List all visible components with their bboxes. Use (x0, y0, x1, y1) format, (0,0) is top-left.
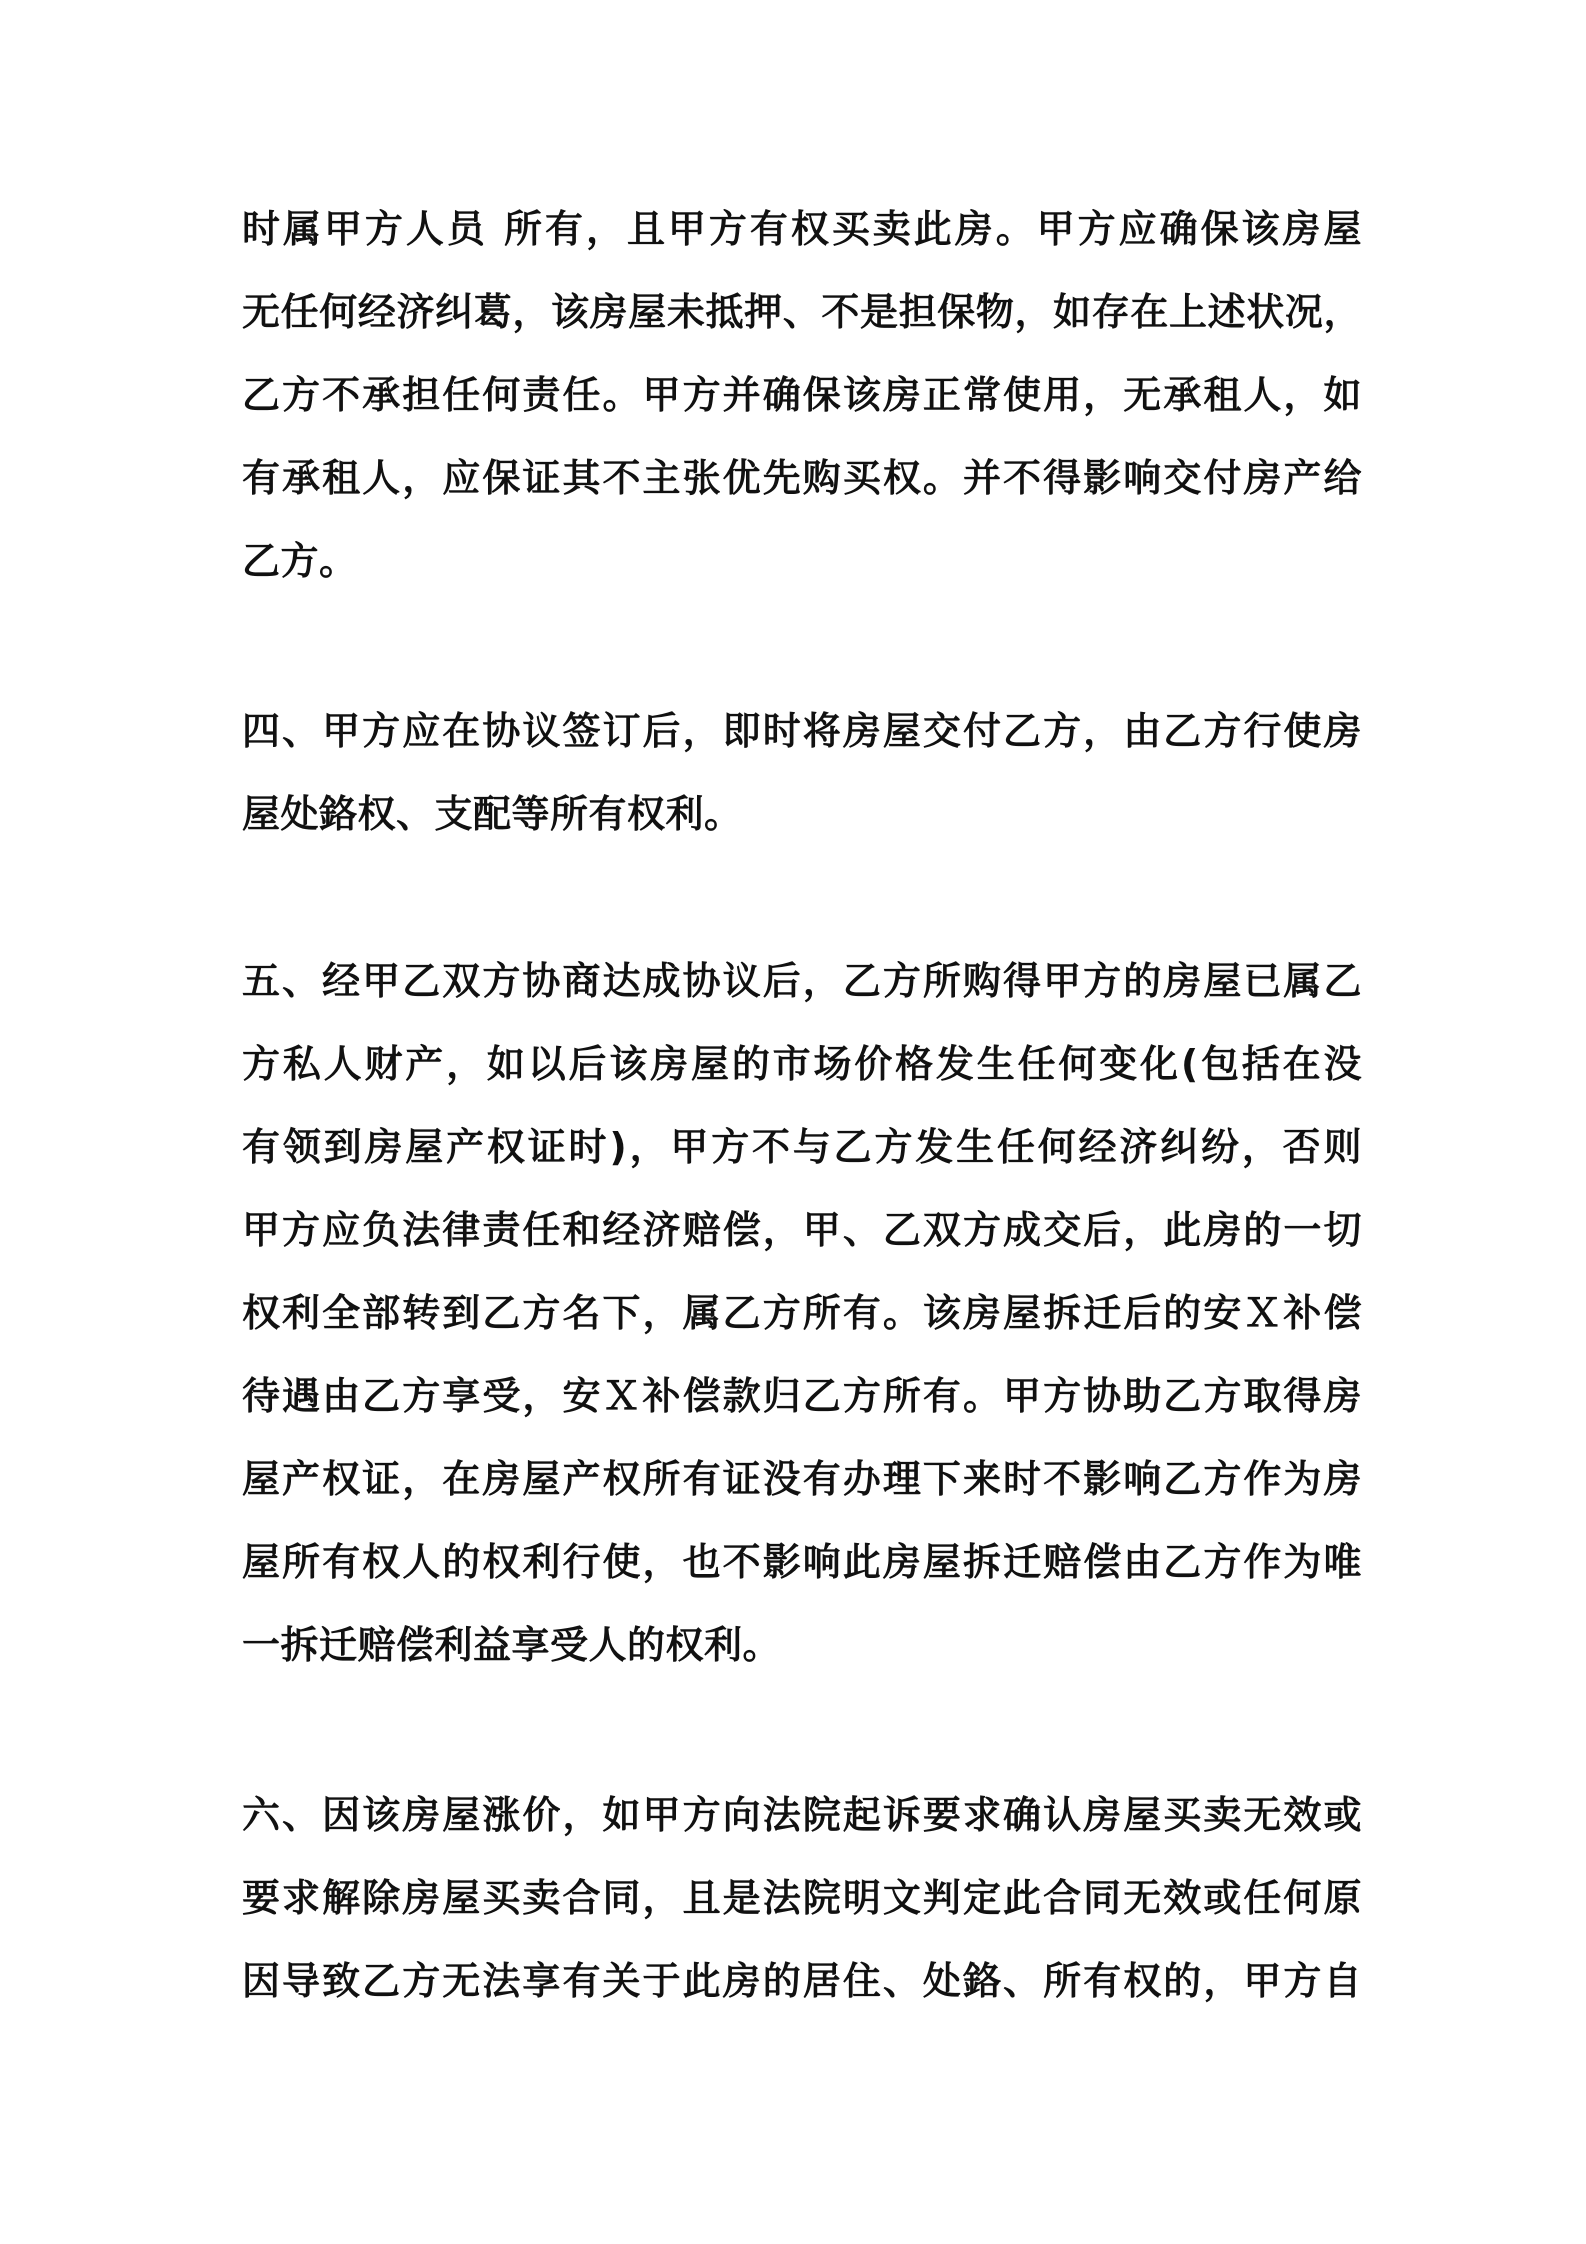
text-line: 屋产权证，在房屋产权所有证没有办理下来时不影响乙方作为房 (242, 1457, 1362, 1501)
clause-four (242, 690, 1362, 856)
text-line: 权利全部转到乙方名下，属乙方所有。该房屋拆迁后的安Ｘ补偿 (242, 1291, 1362, 1335)
clause-six (242, 1774, 1362, 2023)
text-line: 乙方不承担任何责任。甲方并确保该房正常使用，无承租人，如 (242, 373, 1362, 417)
text-line: 方私人财产，如以后该房屋的市场价格发生任何变化(包括在没 (242, 1042, 1362, 1086)
paragraph-ownership-guarantee (242, 188, 1362, 603)
text-line: 无任何经济纠葛，该房屋未抵押、不是担保物，如存在上述状况， (242, 290, 1362, 334)
text-line: 待遇由乙方享受，安Ｘ补偿款归乙方所有。甲方协助乙方取得房 (242, 1374, 1362, 1418)
text-line: 时属甲方人员 所有，且甲方有权买卖此房。甲方应确保该房屋 (242, 207, 1362, 251)
text-line: 有领到房屋产权证时)，甲方不与乙方发生任何经济纠纷，否则 (242, 1125, 1362, 1169)
text-line: 甲方应负法律责任和经济赔偿，甲、乙双方成交后，此房的一切 (242, 1208, 1362, 1252)
text-line: 因导致乙方无法享有关于此房的居住、处鉻、所有权的，甲方自 (242, 1959, 1362, 2003)
text-line: 六、因该房屋涨价，如甲方向法院起诉要求确认房屋买卖无效或 (242, 1793, 1362, 1837)
clause-five (242, 940, 1362, 1687)
text-line: 屋处鉻权、支配等所有权利。 (242, 792, 743, 836)
text-line: 四、甲方应在协议签订后，即时将房屋交付乙方，由乙方行使房 (242, 709, 1362, 753)
text-line: 要求解除房屋买卖合同，且是法院明文判定此合同无效或任何原 (242, 1876, 1362, 1920)
text-line: 屋所有权人的权利行使，也不影响此房屋拆迁赔偿由乙方作为唯 (242, 1540, 1362, 1584)
text-line: 乙方。 (242, 539, 358, 583)
text-line: 一拆迁赔偿利益享受人的权利。 (242, 1623, 782, 1667)
text-line: 五、经甲乙双方协商达成协议后，乙方所购得甲方的房屋已属乙 (242, 959, 1362, 1003)
text-line: 有承租人，应保证其不主张优先购买权。并不得影响交付房产给 (242, 456, 1362, 500)
